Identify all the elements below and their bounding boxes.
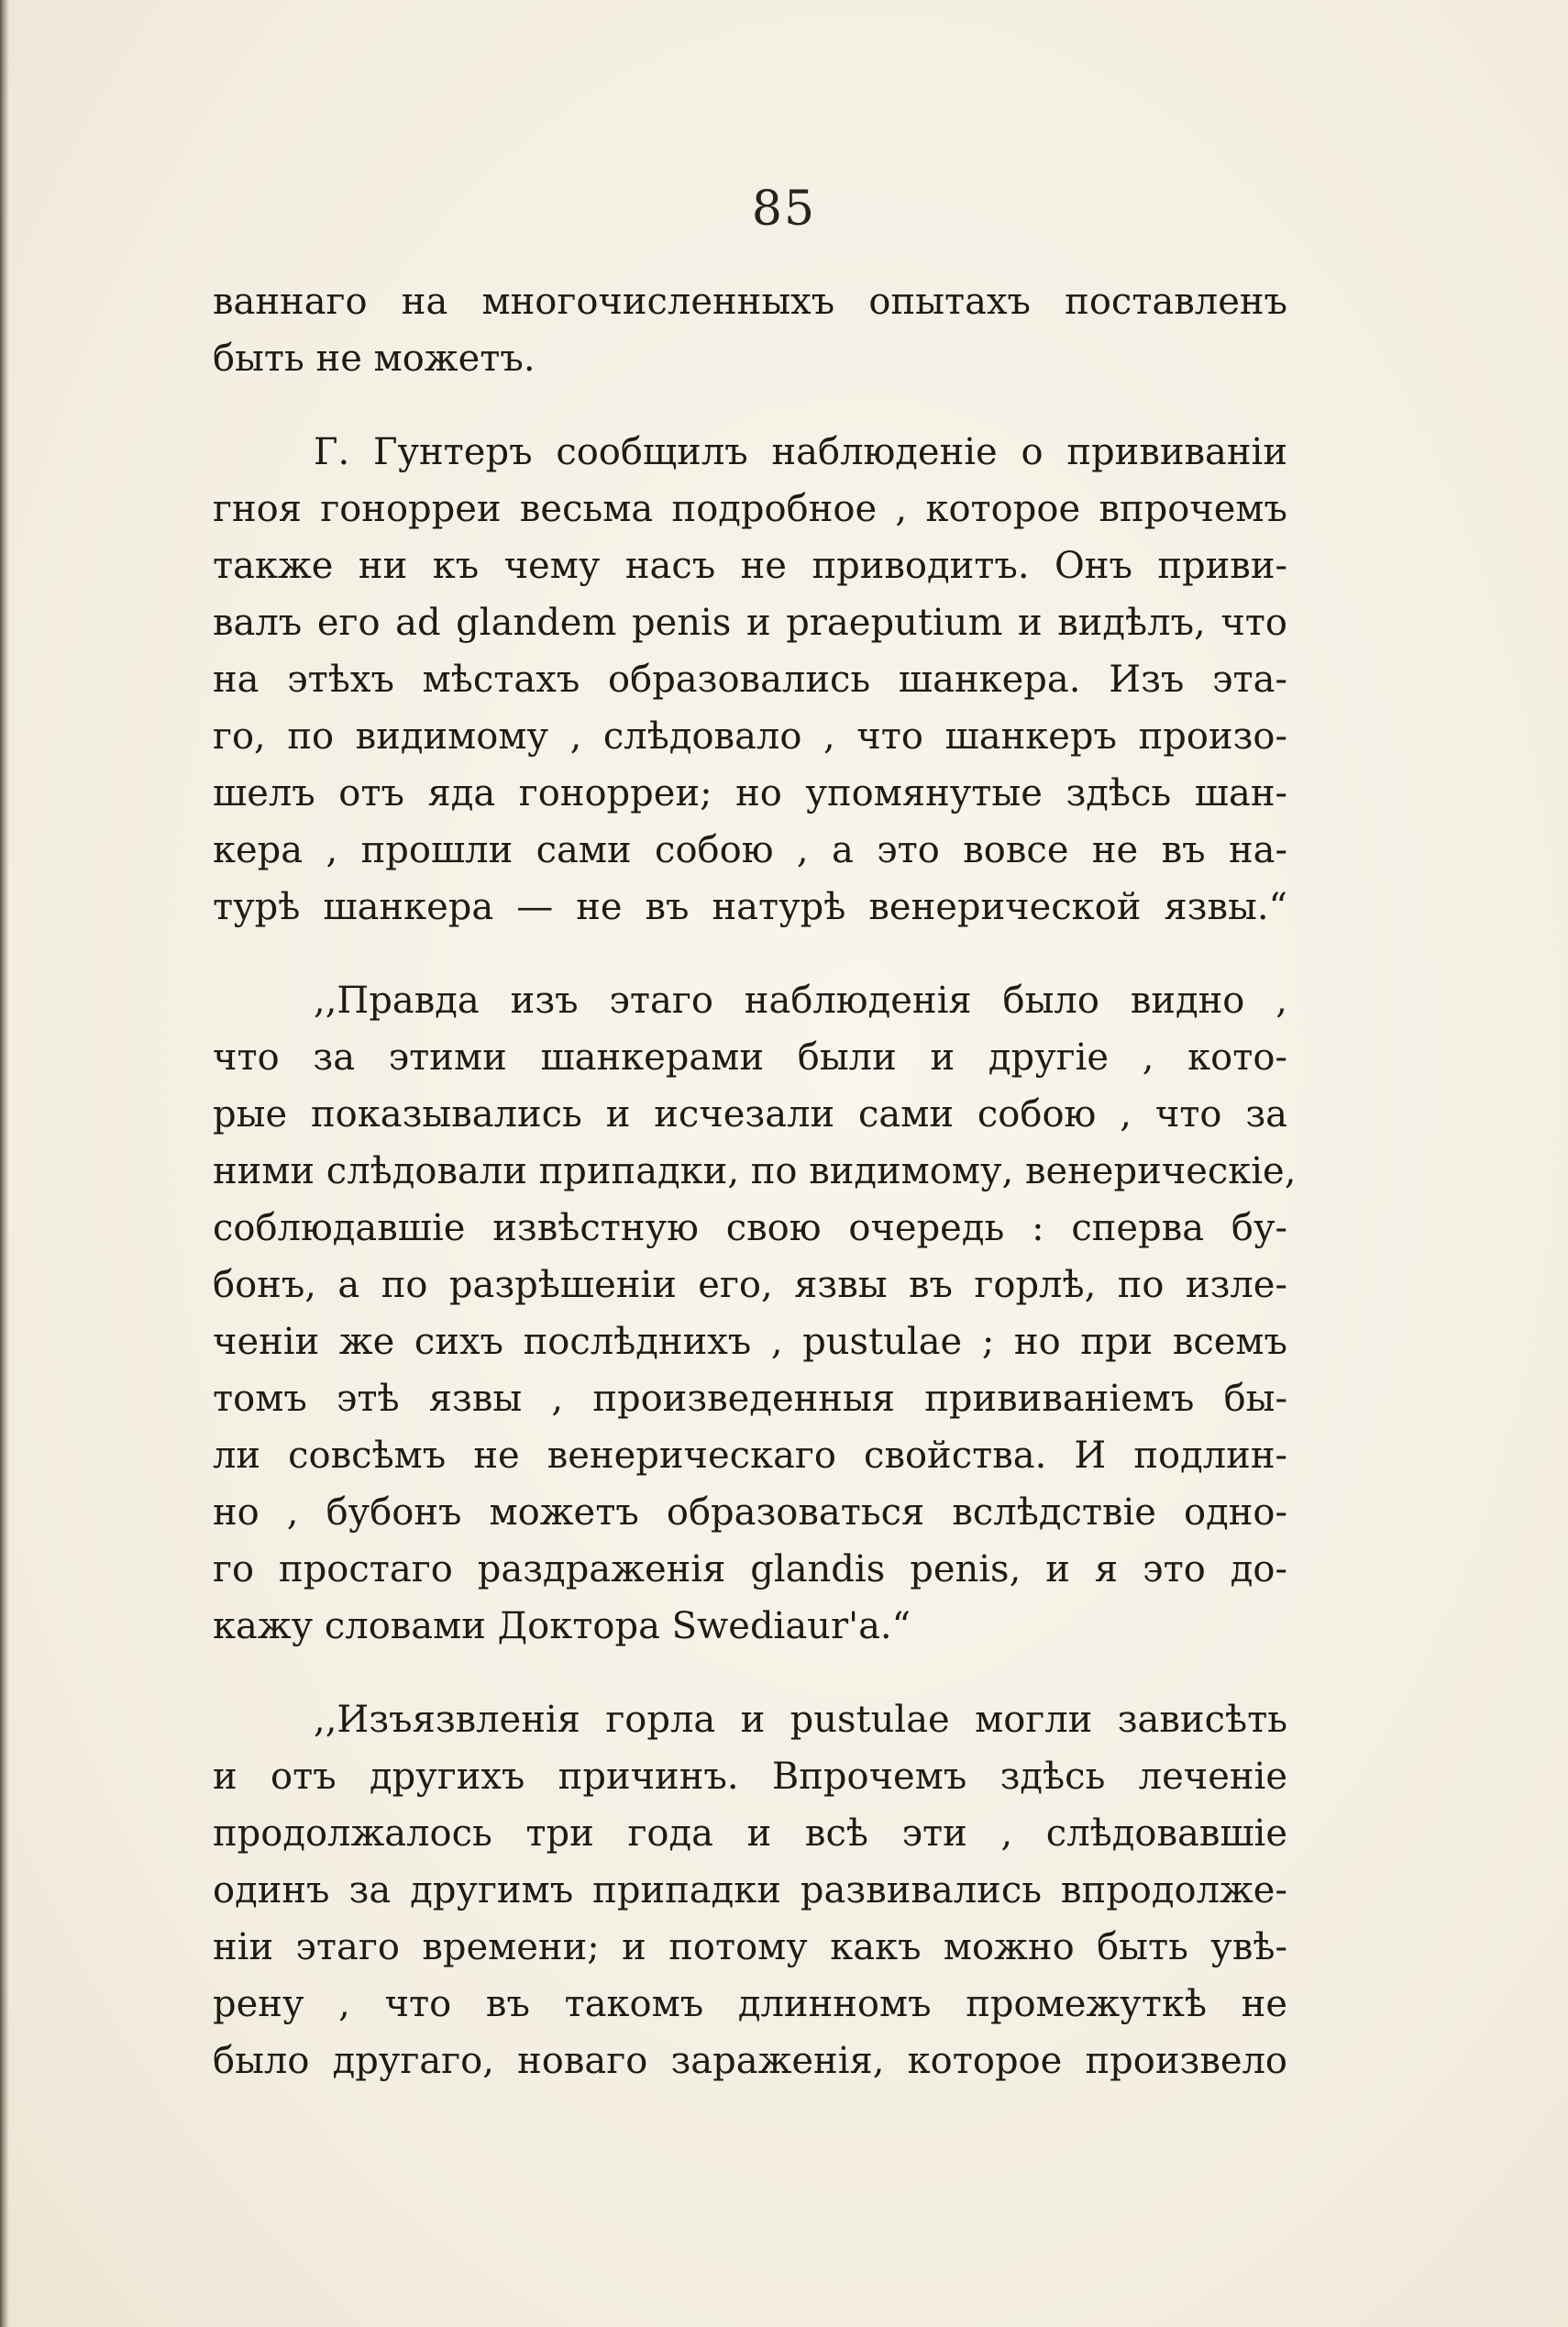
text-line: томъ этѣ язвы , произведенныя прививаніемъ бы- bbox=[213, 1378, 1287, 1420]
text-line: одинъ за другимъ припадки развивались впродолже- bbox=[213, 1869, 1287, 1911]
paragraph bbox=[213, 972, 1297, 1655]
text-line: ваннаго на многочисленныхъ опытахъ поставленъ bbox=[213, 281, 1287, 323]
text-line: на этѣхъ мѣстахъ образовались шанкера. Изъ эта- bbox=[213, 659, 1287, 701]
text-line: соблюдавшіе извѣстную свою очередь : сперва бу- bbox=[213, 1207, 1287, 1249]
paragraph bbox=[213, 424, 1287, 936]
text-line: рые показывались и исчезали сами собою , что за bbox=[213, 1093, 1287, 1136]
text-line: гноя гонорреи весьма подробное , которое впрочемъ bbox=[213, 488, 1287, 530]
text-line: продолжалось три года и всѣ эти , слѣдовавшіе bbox=[213, 1812, 1287, 1855]
text-line: ,,Правда изъ этаго наблюденія было видно , bbox=[314, 980, 1287, 1022]
text-line: го, по видимому , слѣдовало , что шанкеръ произо- bbox=[213, 715, 1287, 758]
text-line: го простаго раздраженія glandis penis, и я это до- bbox=[213, 1548, 1287, 1590]
text-line: ними слѣдовали припадки, по видимому, венерическіе, bbox=[213, 1150, 1297, 1192]
text-line: ченіи же сихъ послѣднихъ , pustulae ; но при всемъ bbox=[213, 1321, 1287, 1363]
paragraph bbox=[213, 1691, 1287, 2089]
text-line: и отъ другихъ причинъ. Впрочемъ здѣсь леченіе bbox=[213, 1756, 1287, 1798]
text-line: бонъ, а по разрѣшеніи его, язвы въ горлѣ, по изле- bbox=[213, 1264, 1287, 1306]
text-line: рену , что въ такомъ длинномъ промежуткѣ не bbox=[213, 1983, 1287, 2025]
text-line: но , бубонъ можетъ образоваться вслѣдствіе одно- bbox=[213, 1491, 1287, 1534]
text-line: ли совсѣмъ не венерическаго свойства. И подлин- bbox=[213, 1435, 1287, 1477]
text-line: ніи этаго времени; и потому какъ можно быть увѣ- bbox=[213, 1926, 1287, 1968]
body-text bbox=[213, 273, 1297, 2089]
text-line: турѣ шанкера — не въ натурѣ венерической язвы.“ bbox=[213, 886, 1287, 928]
paragraph bbox=[213, 273, 1287, 387]
page-binding-edge bbox=[0, 0, 9, 2327]
text-line: валъ его ad glandem penis и praeputium и видѣлъ, что bbox=[213, 602, 1287, 644]
text-line: шелъ отъ яда гонорреи; но упомянутые здѣсь шан- bbox=[213, 772, 1287, 814]
text-line: кажу словами Доктора Swediaur'а.“ bbox=[213, 1605, 911, 1647]
text-line: быть не можетъ. bbox=[213, 338, 536, 380]
text-line: Г. Гунтеръ сообщилъ наблюденіе о прививаніи bbox=[314, 431, 1287, 473]
text-line: что за этими шанкерами были и другіе , кото- bbox=[213, 1036, 1287, 1079]
text-line: кера , прошли сами собою , а это вовсе не въ на- bbox=[213, 829, 1287, 871]
text-line: ,,Изъязвленія горла и pustulae могли зависѣть bbox=[314, 1699, 1287, 1741]
text-line: также ни къ чему насъ не приводитъ. Онъ приви- bbox=[213, 545, 1287, 587]
page-number: 85 bbox=[751, 182, 817, 237]
text-line: было другаго, новаго зараженія, которое произвело bbox=[213, 2040, 1287, 2082]
